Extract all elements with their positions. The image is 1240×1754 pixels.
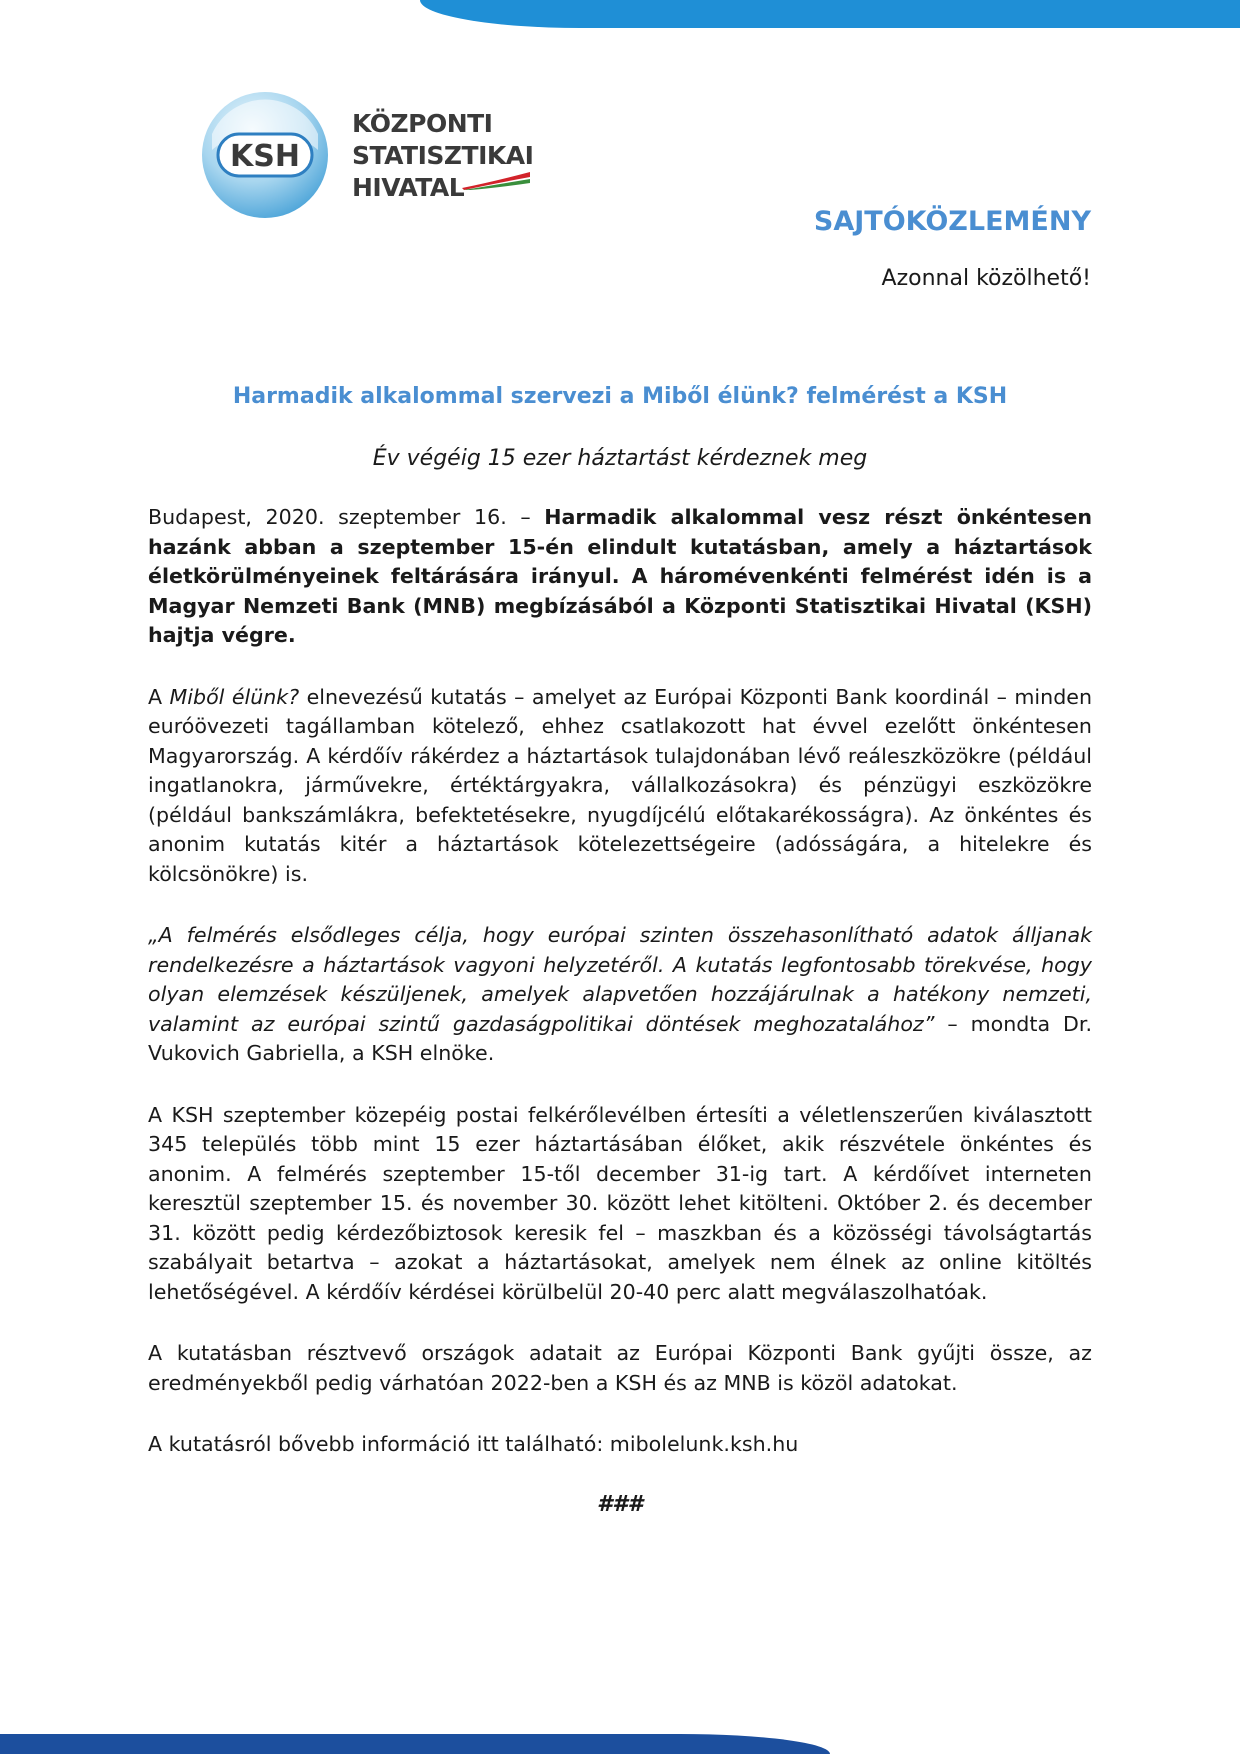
logo-name-line-3: HIVATAL	[352, 173, 465, 202]
ksh-logo	[200, 90, 540, 220]
paragraph-2-rest: elnevezésű kutatás – amelyet az Európai Központi Bank koordinál – minden euróövezeti tagállamban kötelező, ehhez csatlakozott hat évvel ezelőtt önkéntesen Magyarország. A kérdőív rákérdez a háztartások tulajdonában lévő reáleszközökre (például ingatlanokra, járművekre, értéktárgyakra, vállalkozásokra) és pénzügyi eszközökre (például bankszámlákra, befektetésekre, nyugdíjcélú előtakarékosságra). Az önkéntes és anonim kutatás kitér a háztartások kötelezettségeire (adósságára, a hitelekre és kölcsönökre) is.	[148, 684, 1092, 886]
end-mark: ###	[597, 1491, 643, 1517]
paragraph-6: A kutatásról bővebb információ itt található: mibolelunk.ksh.hu	[148, 1432, 799, 1456]
page-title: Harmadik alkalommal szervezi a Miből élünk? felmérést a KSH	[232, 384, 1008, 409]
logo-name-line-1: KÖZPONTI	[352, 109, 493, 138]
paragraph-2-start: A	[148, 684, 170, 709]
lead-paragraph	[148, 503, 1092, 651]
release-note: Azonnal közölhető!	[881, 266, 1091, 291]
logo-name-line-2: STATISZTIKAI	[352, 141, 534, 170]
quote-attribution: – mondta Dr. Vukovich Gabriella, a KSH elnöke.	[148, 1011, 1092, 1065]
press-release-label: SAJTÓKÖZLEMÉNY	[813, 206, 1091, 237]
dateline: Budapest, 2020. szeptember 16. –	[148, 505, 545, 529]
bottom-decorative-band	[0, 1734, 830, 1754]
article-body	[148, 503, 1092, 1517]
ksh-logo-mark-text: KSH	[230, 139, 300, 174]
paragraph-5: A kutatásban résztvevő országok adatait az Európai Központi Bank gyűjti össze, az eredményekből pedig várhatóan 2022-ben a KSH és az MNB is közöl adatokat.	[148, 1341, 1092, 1395]
quote-paragraph	[148, 921, 1092, 1069]
ksh-logo-mark	[200, 90, 330, 220]
quote-text: „A felmérés elsődleges célja, hogy európai szinten összehasonlítható adatok álljanak rendelkezésre a háztartások vagyoni helyzetéről. A kutatás legfontosabb törekvése, hogy olyan elemzések készüljenek, amelyek alapvetően hozzájárulnak a hatékony nemzeti, valamint az európai szintű gazdaságpolitikai döntések meghozatalához”	[148, 923, 1092, 1036]
paragraph-2	[148, 683, 1092, 890]
top-decorative-band	[420, 0, 1240, 28]
survey-name: Miből élünk?	[169, 684, 300, 709]
flag-swoosh-icon	[462, 172, 530, 190]
page-subtitle: Év végéig 15 ezer háztartást kérdeznek meg	[372, 446, 868, 471]
lead-bold-text: Harmadik alkalommal vesz részt önkéntesen hazánk abban a szeptember 15-én elindult kutatásban, amely a háztartások életkörülményeinek feltárására irányul. A háromévenkénti felmérést idén is a Magyar Nemzeti Bank (MNB) megbízásából a Központi Statisztikai Hivatal (KSH) hajtja végre.	[148, 505, 1092, 647]
paragraph-4: A KSH szeptember közepéig postai felkérőlevélben értesíti a véletlenszerűen kiválasztott 345 település több mint 15 ezer háztartásában élőket, akik részvétele önkéntes és anonim. A felmérés szeptember 15-től december 31-ig tart. A kérdőívet interneten keresztül szeptember 15. és november 30. között lehet kitölteni. Október 2. és december 31. között pedig kérdezőbiztosok keresik fel – maszkban és a közösségi távolságtartás szabályait betartva – azokat a háztartásokat, amelyek nem élnek az online kitöltés lehetőségével. A kérdőív kérdései körülbelül 20-40 perc alatt megválaszolhatóak.	[148, 1102, 1092, 1304]
